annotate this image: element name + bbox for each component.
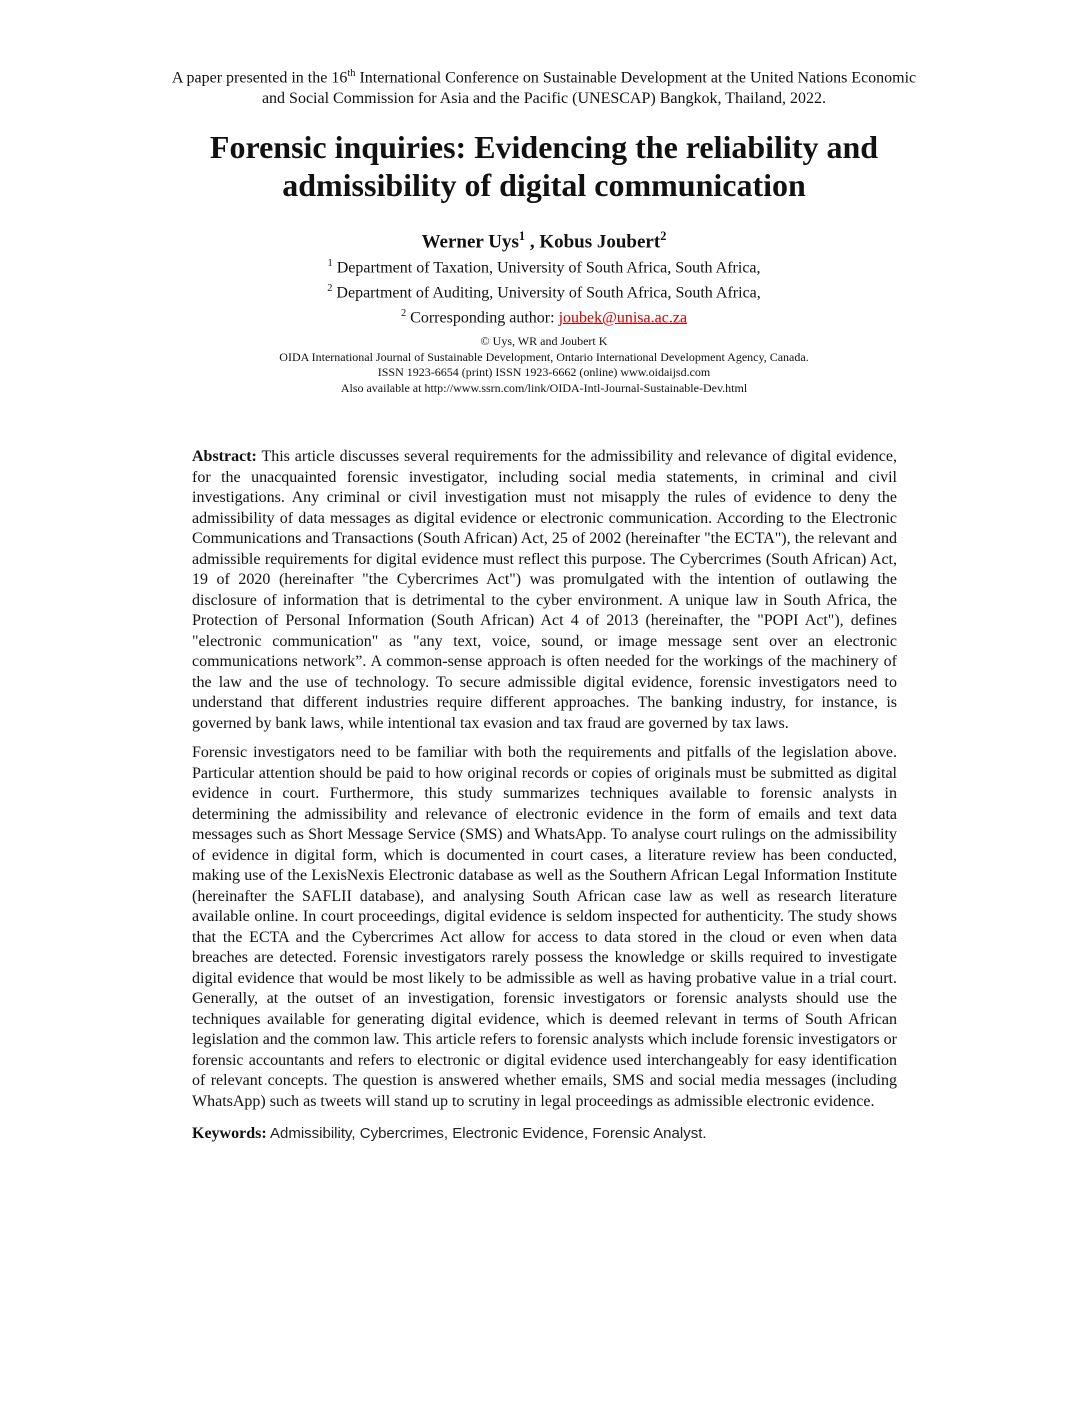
journal: OIDA International Journal of Sustainable Development, Ontario International Development Agency, Canada. — [279, 349, 809, 364]
header-text: A paper presented in the 16 — [171, 69, 348, 87]
abstract — [192, 447, 897, 1154]
keywords-label: Keywords: — [192, 1125, 267, 1142]
header-sup: th — [347, 68, 356, 79]
abstract-label: Abstract: — [192, 448, 257, 465]
affiliation: Department of Auditing, University of South Africa, South Africa, — [336, 284, 761, 302]
affiliation: Department of Taxation, University of South Africa, South Africa, — [336, 259, 761, 277]
aff-sup: 1 — [327, 258, 333, 269]
abstract-paragraph: This article discusses several requirements for the admissibility and relevance of digital evidence, for the unacquainted forensic investigator, including social media statements, in criminal and civil investigations. Any criminal or civil investigation must not misapply the rules of evidence to deny the admissibility of data messages as digital evidence or electronic communication. According to the Electronic Communications and Transactions (South African) Act, 25 of 2002 (hereinafter "the ECTA"), the relevant and admissible requirements for digital evidence must reflect this purpose. The Cybercrimes (South African) Act, 19 of 2020 (hereinafter "the Cybercrimes Act") was promulgated with the intention of outlawing the disclosure of information that is detrimental to the cyber environment. A unique law in South Africa, the Protection of Personal Information (South African) Act 4 of 2013 (hereinafter, the "POPI Act"), defines "electronic communication" as "any text, voice, sound, or image message sent over an electronic communications network”. A common-sense approach is often needed for the workings of the machinery of the law and the use of technology. To secure admissible digital evidence, forensic investigators need to understand that different industries require different approaches. The banking industry, for instance, is governed by bank laws, while intentional tax evasion and tax fraud are governed by tax laws. — [192, 448, 897, 732]
publication-info — [100, 334, 988, 396]
author-name: Kobus Joubert — [539, 231, 661, 253]
copyright: © Uys, WR and Joubert K — [480, 334, 608, 348]
header-text: International Conference on Sustainable Development at the United Nations Economic — [355, 69, 917, 87]
corresponding-label: Corresponding author: — [410, 308, 559, 326]
author-name: Werner Uys — [421, 231, 519, 253]
aff-sup: 2 — [400, 307, 407, 319]
authors: Werner Uys$^1$ , Kobus Joubert$^2$ — [421, 229, 667, 253]
aff-sup: 2 — [327, 282, 333, 294]
author-sup: 2 — [660, 229, 667, 243]
conference-note — [100, 64, 988, 109]
header-line2: and Social Commission for Asia and the Pacific (UNESCAP) Bangkok, Thailand, 2022. — [261, 89, 827, 107]
title-line2: admissibility of digital communication — [282, 167, 806, 203]
abstract-paragraph: Forensic investigators need to be familiar with both the requirements and pitfalls of the legislation above. Particular attention should be paid to how original records or copies of originals must be submitted as digital evidence in court. Furthermore, this study summarizes techniques available to forensic analysts in determining the admissibility and relevance of electronic evidence in the form of emails and text data messages such as Short Message Service (SMS) and WhatsApp. To analyse court rulings on the admissibility of evidence in digital form, which is documented in court cases, a literature review has been conducted, making use of the LexisNexis Electronic database as well as the Southern African Legal Information Institute (hereinafter the SAFLII database), and analysing South African case law as well as research literature available online. In court proceedings, digital evidence is seldom inspected for authenticity. The study shows that the ECTA and the Cybercrimes Act allow for access to data stored in the cloud or even when data breaches are detected. Forensic investigators rarely possess the knowledge or skills required to investigate digital evidence that would be most likely to be admissible as well as having probative value in a trial court. Generally, at the outset of an investigation, forensic investigators or forensic analysts should use the techniques available for generating digital evidence, which is deemed relevant in terms of South African legislation and the common law. This article refers to forensic analysts which include forensic investigators or forensic accountants and refers to electronic or digital evidence used interchangeably for easy identification of relevant concepts. The question is answered whether emails, SMS and social media messages (including WhatsApp) such as tweets will stand up to scrutiny in legal proceedings as admissible electronic evidence. — [192, 744, 897, 1110]
title-line1: Forensic inquiries: Evidencing the reliability and — [209, 129, 879, 165]
also-available: Also available at http://www.ssrn.com/link/OIDA-Intl-Journal-Sustainable-Dev.html — [340, 380, 748, 395]
author-sup: 1 — [518, 229, 526, 243]
affiliations — [100, 254, 988, 328]
keywords-text: Admissibility, Cybercrimes, Electronic Evidence, Forensic Analyst. — [266, 1125, 707, 1142]
paper-title — [100, 128, 988, 204]
issn: ISSN 1923-6654 (print) ISSN 1923-6662 (online) www.oidaijsd.com — [377, 365, 711, 379]
email-link[interactable]: joubek@unisa.ac.za — [558, 308, 688, 326]
